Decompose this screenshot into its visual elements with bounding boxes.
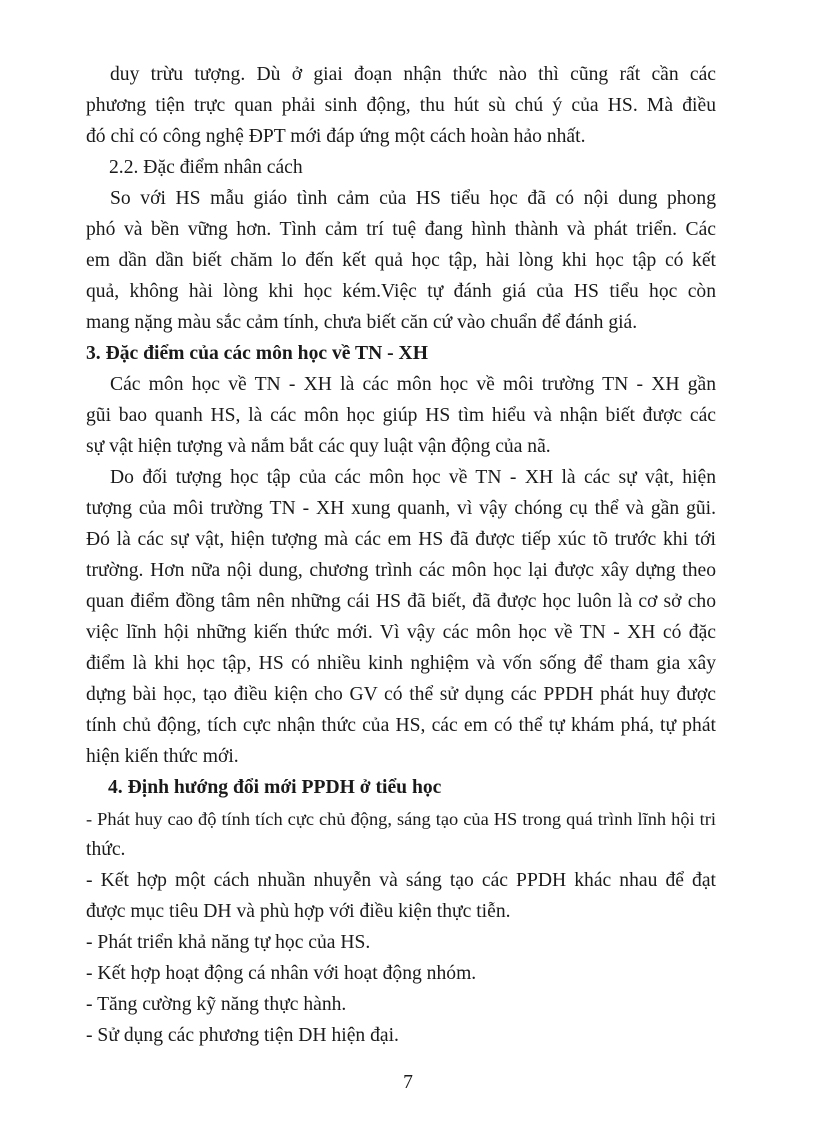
page-number: 7 (403, 1072, 413, 1093)
section-heading: 4. Định hướng đổi mới PPDH ở tiểu học (108, 777, 442, 798)
section-heading: 2.2. Đặc điểm nhân cách (109, 157, 303, 178)
body-line: duy trừu tượng. Dù ở giai đoạn nhận thức nào thì cũng rất cần các (110, 64, 716, 85)
body-line: trường. Hơn nữa nội dung, chương trình các môn học lại được xây dựng theo (86, 560, 716, 581)
body-line: gũi bao quanh HS, là các môn học giúp HS tìm hiểu và nhận biết được các (86, 405, 716, 426)
list-item: - Sử dụng các phương tiện DH hiện đại. (86, 1025, 399, 1046)
list-item: - Phát huy cao độ tính tích cực chủ động, sáng tạo của HS trong quá trình lĩnh hội tri (86, 809, 716, 829)
body-line: Các môn học về TN - XH là các môn học về môi trường TN - XH gần (110, 374, 716, 395)
list-item: - Kết hợp một cách nhuần nhuyễn và sáng tạo các PPDH khác nhau để đạt (86, 870, 716, 891)
list-item: - Tăng cường kỹ năng thực hành. (86, 994, 347, 1015)
section-heading: 3. Đặc điểm của các môn học về TN - XH (86, 343, 428, 364)
body-line: quan điểm đồng tâm nên những cái HS đã biết, đã được học luôn là cơ sở cho (86, 591, 716, 612)
body-line: So với HS mẫu giáo tình cảm của HS tiểu học đã có nội dung phong (110, 188, 716, 209)
list-item: - Kết hợp hoạt động cá nhân với hoạt động nhóm. (86, 963, 477, 984)
body-line: mang nặng màu sắc cảm tính, chưa biết căn cứ vào chuẩn để đánh giá. (86, 312, 638, 333)
list-item: - Phát triển khả năng tự học của HS. (86, 932, 371, 953)
body-line: đó chỉ có công nghệ ĐPT mới đáp ứng một cách hoàn hảo nhất. (86, 126, 586, 147)
body-line: quả, không hài lòng khi học kém.Việc tự đánh giá của HS tiểu học còn (86, 281, 716, 302)
body-line: em dần dần biết chăm lo đến kết quả học tập, hài lòng khi học tập có kết (86, 250, 716, 271)
body-line: phương tiện trực quan phải sinh động, thu hút sù chú ý của HS. Mà điều (86, 95, 716, 116)
body-line: phó và bền vững hơn. Tình cảm trí tuệ đang hình thành và phát triển. Các (86, 219, 716, 240)
list-item: thức. (86, 839, 126, 860)
body-line: dựng bài học, tạo điều kiện cho GV có thể sử dụng các PPDH phát huy được (86, 684, 716, 705)
body-line: hiện kiến thức mới. (86, 746, 239, 767)
body-line: Do đối tượng học tập của các môn học về TN - XH là các sự vật, hiện (110, 467, 716, 488)
body-line: việc lĩnh hội những kiến thức mới. Vì vậy các môn học về TN - XH có đặc (86, 622, 716, 643)
body-line: sự vật hiện tượng và nắm bắt các quy luật vận động của nã. (86, 436, 551, 457)
list-item: được mục tiêu DH và phù hợp với điều kiện thực tiễn. (86, 901, 511, 922)
body-line: điểm là khi học tập, HS có nhiều kinh nghiệm và vốn sống để tham gia xây (86, 653, 716, 674)
body-line: tính chủ động, tích cực nhận thức của HS, các em có thể tự khám phá, tự phát (86, 715, 716, 736)
body-line: Đó là các sự vật, hiện tượng mà các em HS đã được tiếp xúc tõ trước khi tới (86, 529, 716, 550)
body-line: tượng của môi trường TN - XH xung quanh, vì vậy chóng cụ thể và gần gũi. (86, 498, 716, 519)
